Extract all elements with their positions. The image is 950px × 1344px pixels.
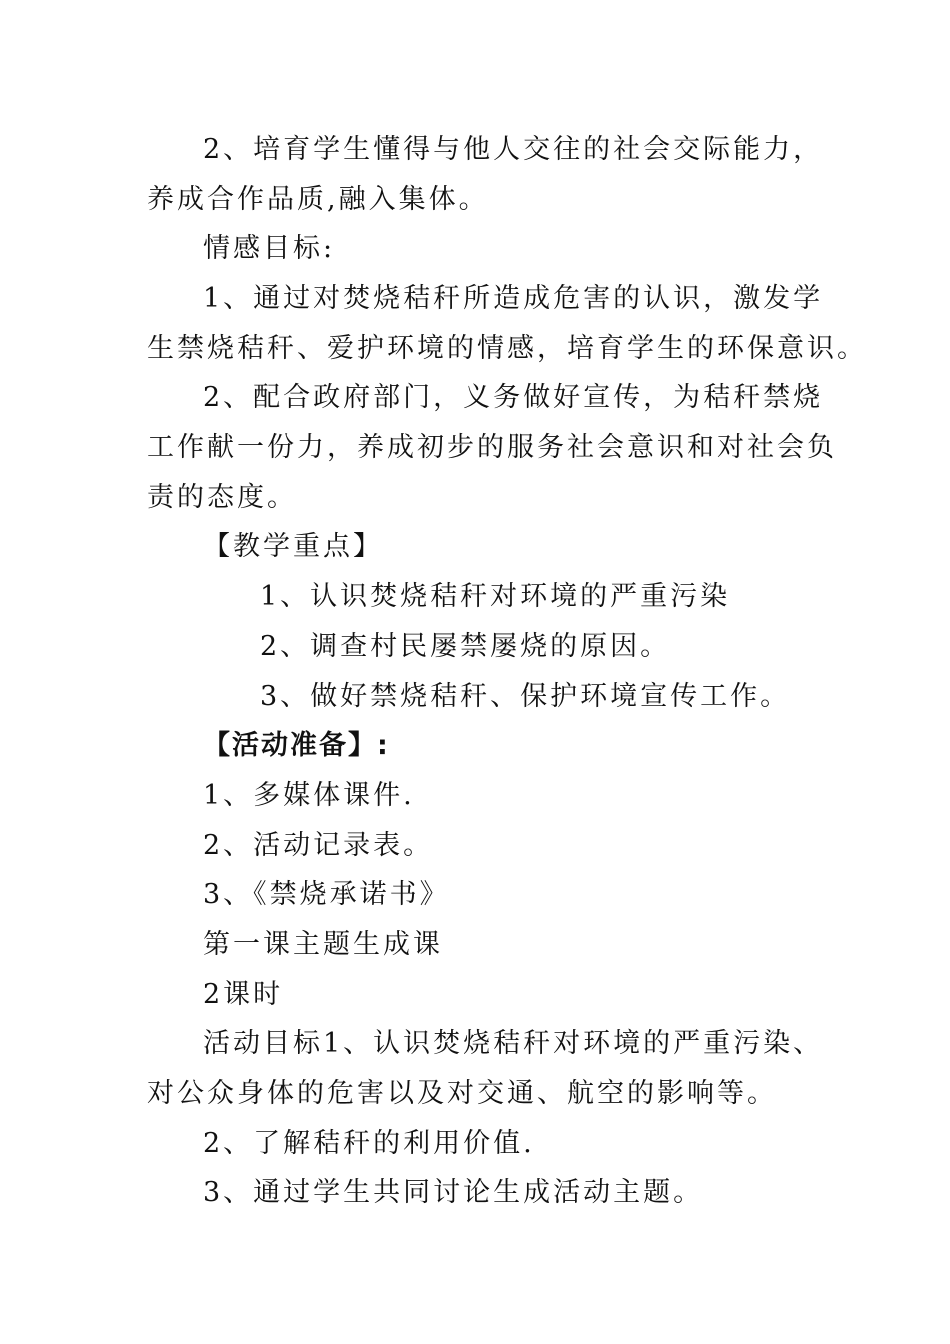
- list-item: 2、活动记录表。: [203, 830, 434, 861]
- lesson-duration: 2课时: [203, 979, 284, 1010]
- text-line: 1、通过对焚烧秸秆所造成危害的认识，激发学: [203, 283, 824, 314]
- list-item: 2、了解秸秆的利用价值.: [203, 1128, 535, 1159]
- text-line: 责的态度。: [147, 482, 297, 513]
- text-line: 生禁烧秸秆、爱护环境的情感，培育学生的环保意识。: [147, 333, 867, 364]
- text-line: 养成合作品质,融入集体。: [147, 184, 489, 215]
- list-item: 3、《禁烧承诺书》: [203, 879, 450, 910]
- section-heading-teaching-focus: 【教学重点】: [203, 531, 383, 562]
- text-line: 2、配合政府部门，义务做好宣传，为秸秆禁烧: [203, 382, 824, 413]
- list-item: 1、多媒体课件.: [203, 780, 415, 811]
- list-item: 3、通过学生共同讨论生成活动主题。: [203, 1177, 704, 1208]
- text-line: 对公众身体的危害以及对交通、航空的影响等。: [147, 1078, 777, 1109]
- text-line: 2、培育学生懂得与他人交往的社会交际能力，: [203, 134, 824, 165]
- list-item: 2、调查村民屡禁屡烧的原因。: [260, 631, 671, 662]
- list-item: 1、认识焚烧秸秆对环境的严重污染: [260, 581, 731, 612]
- text-line: 工作献一份力，养成初步的服务社会意识和对社会负: [147, 432, 837, 463]
- text-line: 活动目标1、认识焚烧秸秆对环境的严重污染、: [203, 1028, 824, 1059]
- section-heading-emotion-goals: 情感目标:: [203, 233, 336, 264]
- section-heading-activity-prep: 【活动准备】:: [203, 730, 390, 761]
- list-item: 3、做好禁烧秸秆、保护环境宣传工作。: [260, 681, 791, 712]
- lesson-title: 第一课主题生成课: [203, 929, 443, 960]
